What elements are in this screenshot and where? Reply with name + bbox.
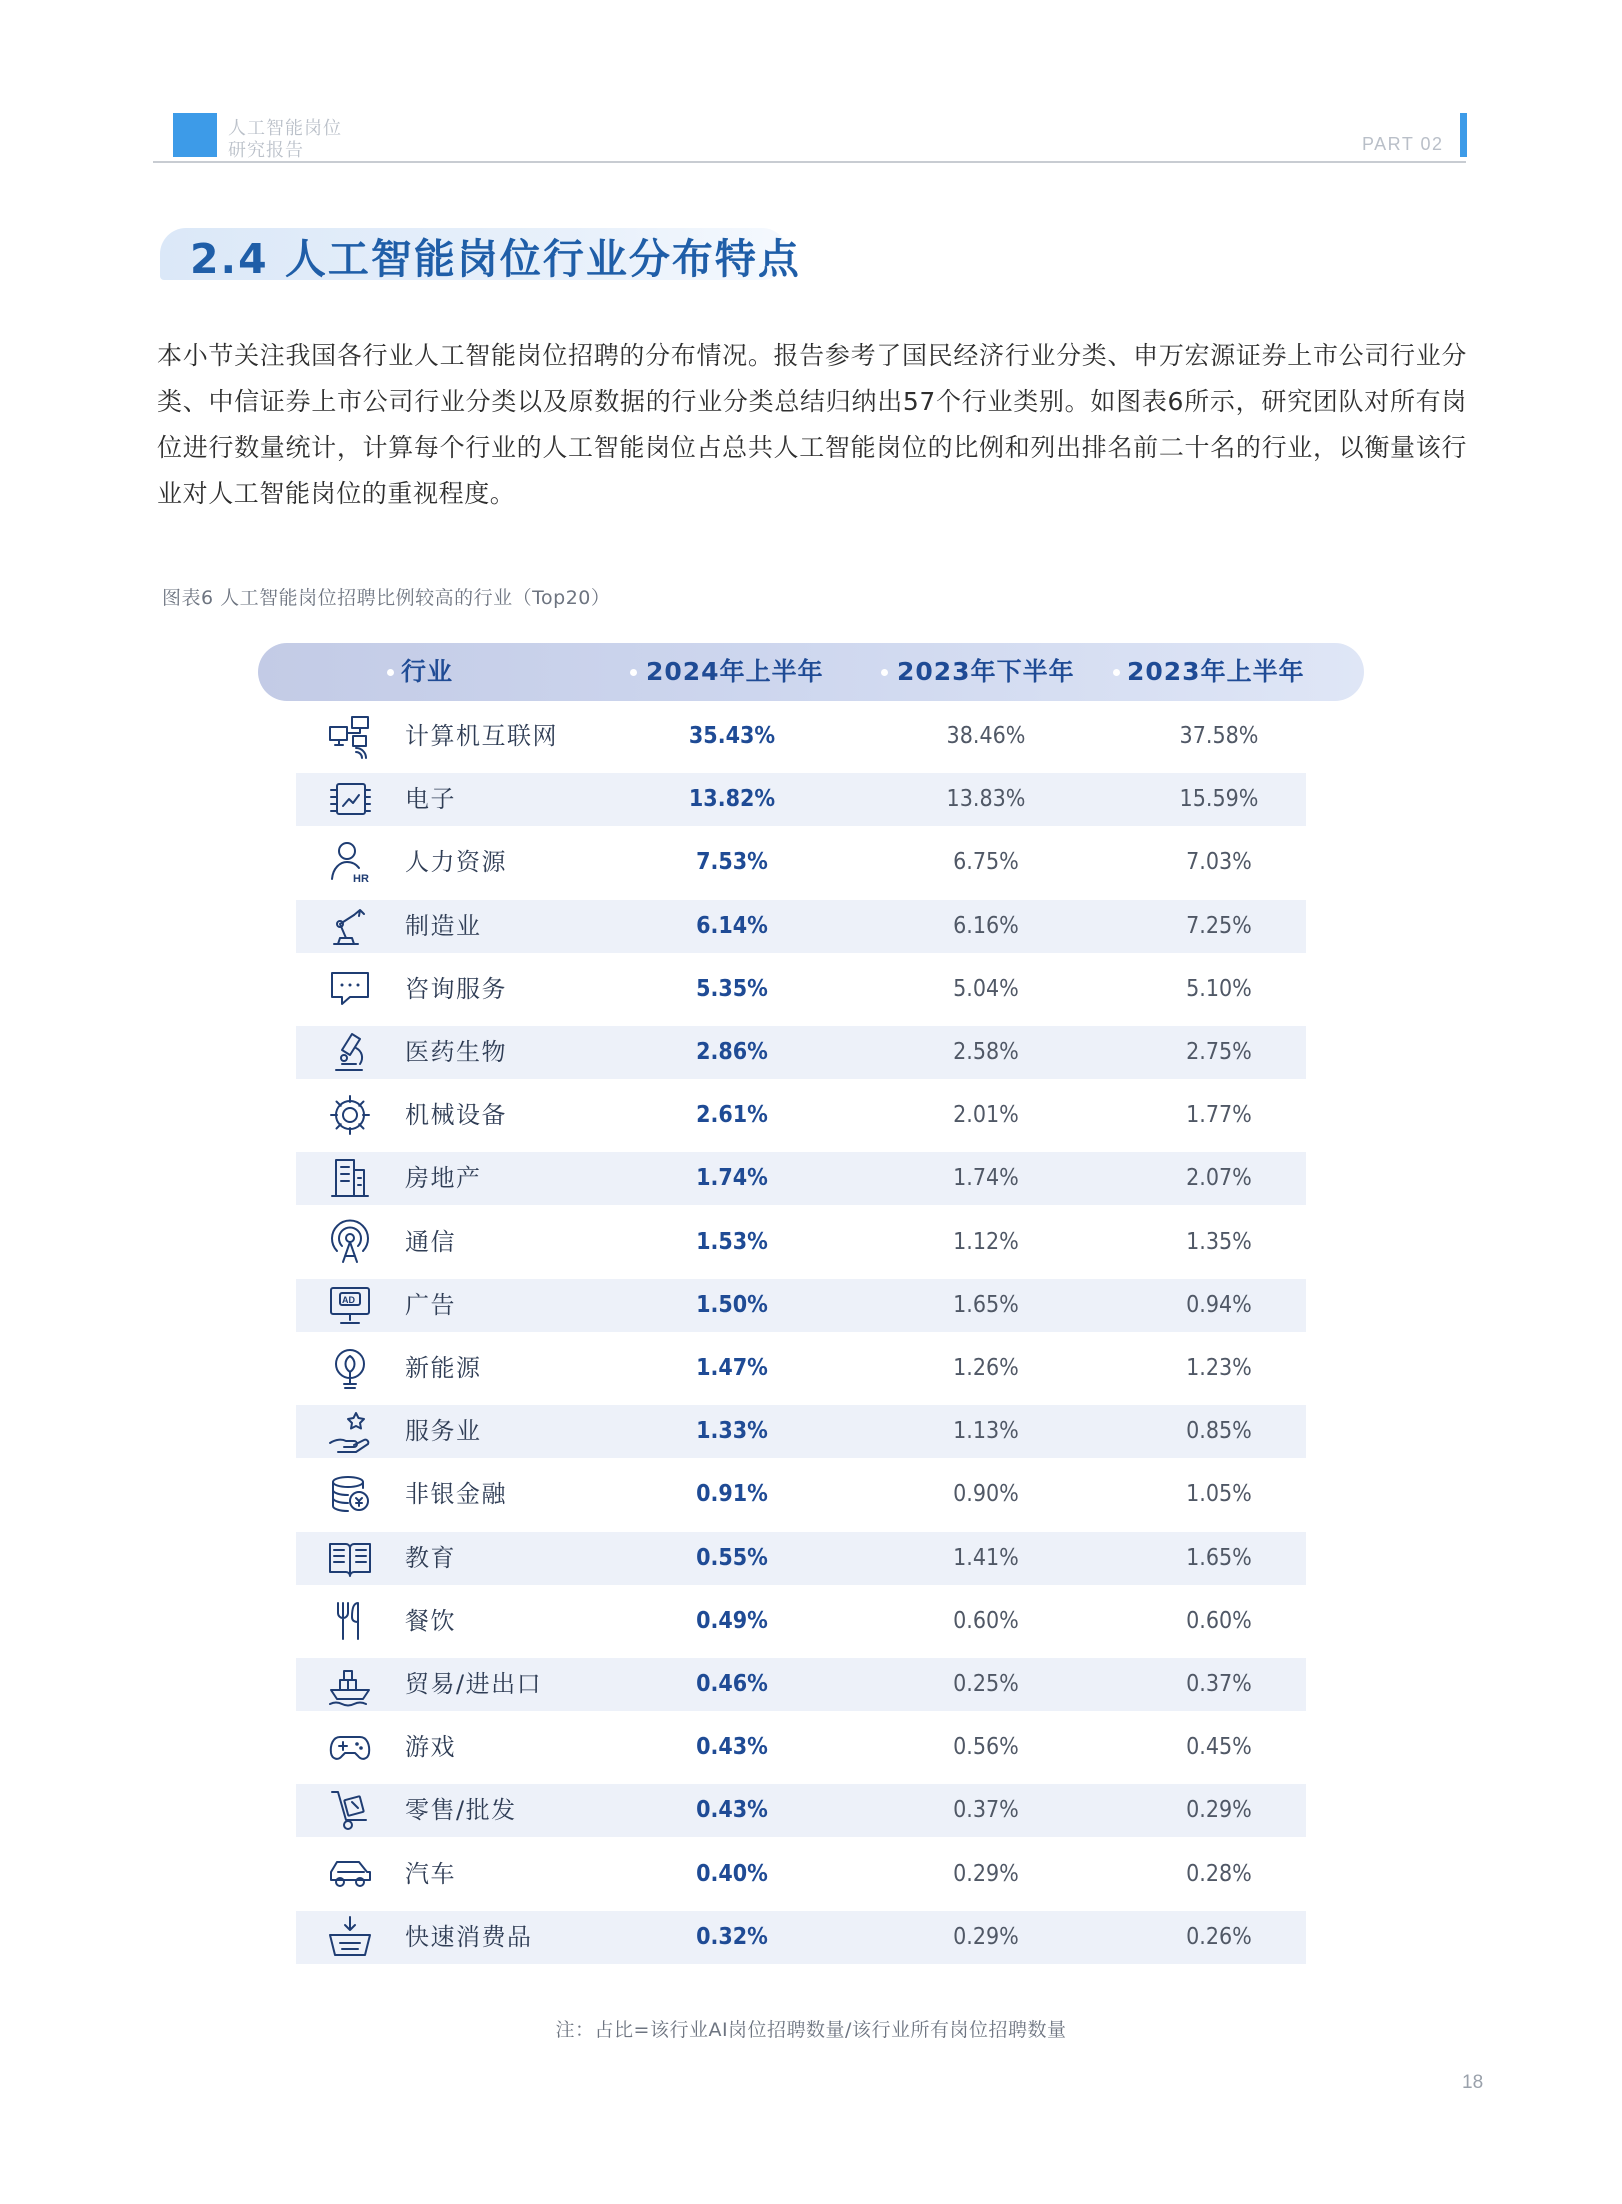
column-header-2023-h2: 2023年下半年	[897, 657, 1075, 686]
table-note: 注：占比=该行业AI岗位招聘数量/该行业所有岗位招聘数量	[555, 2019, 1067, 2041]
chip-icon	[326, 775, 374, 823]
svg-text:AD: AD	[342, 1295, 355, 1305]
value-2024-h1: 0.49%	[696, 1608, 768, 1634]
table-row	[296, 1595, 1306, 1648]
value-2023-h1: 2.75%	[1186, 1039, 1252, 1065]
industry-name: 餐饮	[405, 1607, 456, 1635]
header-part-label: PART 02	[1362, 134, 1444, 154]
value-2024-h1: 6.14%	[696, 913, 768, 939]
value-2024-h1: 2.86%	[696, 1039, 768, 1065]
ad-monitor-icon	[326, 1281, 374, 1329]
value-2023-h1: 0.26%	[1186, 1924, 1252, 1950]
header-divider	[153, 161, 1466, 163]
header-title-line1: 人工智能岗位	[228, 118, 342, 139]
basket-icon	[326, 1913, 374, 1961]
value-2024-h1: 35.43%	[688, 723, 776, 749]
value-2023-h1: 1.05%	[1186, 1481, 1252, 1507]
value-2023-h2: 1.26%	[953, 1355, 1019, 1381]
table-row	[296, 1848, 1306, 1901]
body-paragraph: 本小节关注我国各行业人工智能岗位招聘的分布情况。报告参考了国民经济行业分类、申万宏源证券上市公司行业分类、中信证券上市公司行业分类以及原数据的行业分类总结归纳出57个行业类别。如图表6所示，研究团队对所有岗位进行数量统计，计算每个行业的人工智能岗位占总共人工智能岗位的比例和列出排名前二十名的行业，以衡量该行业对人工智能岗位的重视程度。	[157, 341, 1467, 508]
coin-stack-icon	[326, 1470, 374, 1518]
table-row	[296, 1721, 1306, 1774]
table-row	[296, 963, 1306, 1016]
value-2024-h1: 1.47%	[696, 1355, 768, 1381]
table-row	[296, 900, 1306, 953]
open-book-icon	[326, 1534, 374, 1582]
industry-name: 服务业	[405, 1417, 482, 1445]
industry-name: 计算机互联网	[405, 722, 558, 750]
industry-name: 贸易/进出口	[405, 1670, 543, 1698]
header-dot-icon	[1113, 669, 1120, 676]
microscope-icon	[326, 1028, 374, 1076]
value-2023-h1: 0.94%	[1186, 1292, 1252, 1318]
hr-person-icon	[326, 838, 374, 886]
value-2024-h1: 0.43%	[696, 1797, 768, 1823]
industry-name: 零售/批发	[405, 1796, 517, 1824]
value-2023-h2: 13.83%	[946, 786, 1026, 812]
gamepad-icon	[326, 1723, 374, 1771]
value-2023-h1: 0.37%	[1186, 1671, 1252, 1697]
value-2023-h2: 0.37%	[953, 1797, 1019, 1823]
table-row	[296, 773, 1306, 826]
industry-name: 制造业	[405, 912, 482, 940]
value-2024-h1: 0.32%	[696, 1924, 768, 1950]
value-2023-h2: 0.90%	[953, 1481, 1019, 1507]
hand-truck-icon	[326, 1786, 374, 1834]
section-title: 2.4 人工智能岗位行业分布特点	[190, 235, 801, 283]
header-dot-icon	[387, 669, 394, 676]
robot-arm-icon	[326, 902, 374, 950]
value-2024-h1: 1.74%	[696, 1165, 768, 1191]
value-2024-h1: 1.50%	[696, 1292, 768, 1318]
value-2024-h1: 7.53%	[696, 849, 768, 875]
industry-name: 电子	[405, 785, 456, 813]
table-row	[296, 1089, 1306, 1142]
page-number: 18	[1462, 2072, 1484, 2093]
value-2023-h2: 1.12%	[953, 1229, 1019, 1255]
table-row	[296, 1216, 1306, 1269]
value-2023-h2: 1.13%	[953, 1418, 1019, 1444]
value-2024-h1: 0.40%	[696, 1861, 768, 1887]
header-accent-bar	[1460, 113, 1467, 157]
table-row	[296, 1658, 1306, 1711]
table-row	[296, 1911, 1306, 1964]
table-row	[296, 1532, 1306, 1585]
industry-name: 汽车	[405, 1860, 456, 1888]
industry-name: 快速消费品	[405, 1923, 533, 1951]
industry-name: 教育	[405, 1544, 456, 1572]
industry-name: 广告	[405, 1291, 456, 1319]
value-2023-h1: 0.28%	[1186, 1861, 1252, 1887]
cargo-ship-icon	[326, 1660, 374, 1708]
industry-name: 通信	[405, 1228, 456, 1256]
value-2024-h1: 0.55%	[696, 1545, 768, 1571]
value-2024-h1: 2.61%	[696, 1102, 768, 1128]
value-2023-h2: 0.25%	[953, 1671, 1019, 1697]
table-row	[296, 1468, 1306, 1521]
industry-name: 机械设备	[405, 1101, 507, 1129]
hand-star-icon	[326, 1407, 374, 1455]
industry-name: 非银金融	[405, 1480, 507, 1508]
value-2023-h2: 0.56%	[953, 1734, 1019, 1760]
value-2023-h2: 1.65%	[953, 1292, 1019, 1318]
header-logo-square	[173, 113, 217, 157]
gear-icon	[326, 1091, 374, 1139]
table-row	[296, 1026, 1306, 1079]
value-2023-h1: 1.23%	[1186, 1355, 1252, 1381]
column-header-industry: 行业	[401, 657, 454, 686]
value-2023-h1: 7.25%	[1186, 913, 1252, 939]
value-2023-h1: 37.58%	[1179, 723, 1259, 749]
table-row	[296, 836, 1306, 889]
value-2023-h1: 1.65%	[1186, 1545, 1252, 1571]
table-row	[296, 1342, 1306, 1395]
value-2023-h2: 1.41%	[953, 1545, 1019, 1571]
value-2023-h1: 15.59%	[1179, 786, 1259, 812]
value-2023-h1: 0.45%	[1186, 1734, 1252, 1760]
value-2024-h1: 0.43%	[696, 1734, 768, 1760]
header-dot-icon	[881, 669, 888, 676]
value-2023-h1: 0.29%	[1186, 1797, 1252, 1823]
industry-name: 房地产	[405, 1164, 482, 1192]
value-2023-h2: 2.01%	[953, 1102, 1019, 1128]
value-2023-h2: 2.58%	[953, 1039, 1019, 1065]
value-2023-h2: 6.75%	[953, 849, 1019, 875]
value-2024-h1: 0.46%	[696, 1671, 768, 1697]
industry-name: 医药生物	[405, 1038, 507, 1066]
table-row	[296, 1279, 1306, 1332]
column-header-2024-h1: 2024年上半年	[646, 657, 824, 686]
value-2023-h1: 0.60%	[1186, 1608, 1252, 1634]
header-title-line2: 研究报告	[228, 140, 304, 161]
column-header-2023-h1: 2023年上半年	[1127, 657, 1305, 686]
fork-spoon-icon	[326, 1597, 374, 1645]
value-2023-h1: 0.85%	[1186, 1418, 1252, 1444]
value-2023-h2: 0.29%	[953, 1924, 1019, 1950]
value-2023-h2: 38.46%	[946, 723, 1026, 749]
industry-name: 咨询服务	[405, 975, 507, 1003]
computer-network-icon	[326, 712, 374, 760]
car-icon	[326, 1850, 374, 1898]
table-row	[296, 1784, 1306, 1837]
value-2023-h1: 5.10%	[1186, 976, 1252, 1002]
figure-caption: 图表6 人工智能岗位招聘比例较高的行业（Top20）	[162, 587, 611, 609]
value-2024-h1: 1.33%	[696, 1418, 768, 1444]
value-2023-h1: 7.03%	[1186, 849, 1252, 875]
value-2024-h1: 13.82%	[688, 786, 776, 812]
value-2023-h2: 0.29%	[953, 1861, 1019, 1887]
value-2023-h2: 0.60%	[953, 1608, 1019, 1634]
table-row	[296, 1152, 1306, 1205]
value-2023-h2: 6.16%	[953, 913, 1019, 939]
chat-bubble-icon	[326, 965, 374, 1013]
industry-name: 游戏	[405, 1733, 456, 1761]
value-2023-h1: 2.07%	[1186, 1165, 1252, 1191]
building-icon	[326, 1154, 374, 1202]
leaf-bulb-icon	[326, 1344, 374, 1392]
value-2023-h1: 1.77%	[1186, 1102, 1252, 1128]
svg-text:HR: HR	[353, 873, 369, 885]
table-row	[296, 1405, 1306, 1458]
antenna-icon	[326, 1218, 374, 1266]
header-dot-icon	[630, 669, 637, 676]
value-2024-h1: 1.53%	[696, 1229, 768, 1255]
value-2024-h1: 5.35%	[696, 976, 768, 1002]
value-2023-h1: 1.35%	[1186, 1229, 1252, 1255]
industry-name: 人力资源	[405, 848, 507, 876]
value-2024-h1: 0.91%	[696, 1481, 768, 1507]
value-2023-h2: 1.74%	[953, 1165, 1019, 1191]
table-row	[296, 710, 1306, 763]
industry-name: 新能源	[405, 1354, 482, 1382]
value-2023-h2: 5.04%	[953, 976, 1019, 1002]
